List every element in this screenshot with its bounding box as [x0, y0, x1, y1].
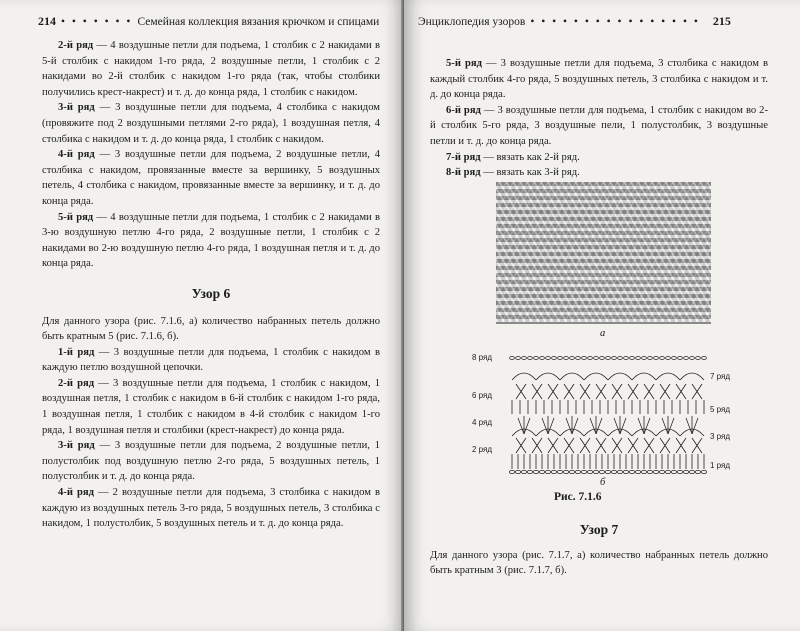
stitch-mark: [680, 373, 704, 380]
stitch-mark: [623, 470, 628, 473]
stitch-mark: [624, 357, 629, 360]
paragraph: 5-й ряд — 4 воздушные петли для подъема, 1 столбик с 2 накидами в 3-ю воздушную петлю 4-го ряда, 2 воздушные петли, 1 столбик с 2 накидами во 2-ю воздушную петлю 4-го ряда, 1 воздушная петля и т. д. до конца ряда.: [42, 211, 380, 270]
stitch-mark: [528, 357, 533, 360]
row-label: 5 ряд: [710, 405, 731, 414]
stitch-mark: [518, 418, 524, 434]
paragraph: 2-й ряд — 3 воздушные петли для подъема, 1 столбик с накидом, 1 воздушная петля, 1 столбик с накидом в 6-й столбик с накидом 1-го ряда, 1 воздушная петля, 1 столбик с накидом в 4-й столбик с накидом 1-го ряда, 1 воздушная петля и столбики (крест-накрест) до конца ряда.: [42, 377, 381, 436]
stitch-mark: [647, 470, 652, 473]
running-header-right: Энциклопедия узоров • • • • • • • • • • • • • • • • 215: [418, 14, 731, 28]
paragraph: 6-й ряд — 3 воздушные петли для подъема, 1 столбик с накидом во 2-й столбик 5-го ряда, 3 воздушные пели, 1 полустолбик, 3 воздушные петли и т. д. до конца ряда.: [430, 104, 768, 147]
stitch-mark: [642, 357, 647, 360]
stitch-mark: [546, 357, 551, 360]
stitch-mark: [677, 470, 682, 473]
paragraph: 8-й ряд — вязать как 3-й ряд.: [446, 167, 580, 179]
stitch-mark: [678, 357, 683, 360]
stitch-mark: [593, 470, 598, 473]
stitch-mark: [702, 357, 707, 360]
stitch-mark: [638, 418, 644, 434]
crochet-chart-svg: [472, 350, 742, 476]
section-title-pattern-6: Узор 6: [191, 285, 231, 301]
stitch-mark: [558, 357, 563, 360]
stitch-mark: [581, 470, 586, 473]
stitch-mark: [566, 418, 572, 434]
stitch-mark: [648, 357, 653, 360]
stitch-mark: [576, 357, 581, 360]
header-title-right: Энциклопедия узоров: [418, 16, 526, 28]
stitch-mark: [542, 418, 548, 434]
stitch-mark: [557, 470, 562, 473]
stitch-mark: [671, 470, 676, 473]
stitch-mark: [672, 357, 677, 360]
stitch-mark: [587, 470, 592, 473]
stitch-mark: [522, 357, 527, 360]
stitch-mark: [654, 357, 659, 360]
paragraph: 3-й ряд — 3 воздушные петли для подъема, 4 столбика с накидом (провяжите под 2 воздушными петлями 2-го ряда), 1 воздушная петля, 4 столбика с накидом и т. д. до конца ряда, 1 столбик с накидом.: [42, 102, 380, 145]
stitch-mark: [620, 418, 626, 434]
section-title-pattern-7: Узор 7: [579, 522, 619, 537]
left-body-text: [42, 38, 380, 532]
stitch-symbols: [509, 357, 706, 474]
stitch-mark: [614, 418, 620, 434]
row-label: 2 ряд: [472, 445, 493, 454]
stitch-mark: [539, 470, 544, 473]
stitch-mark: [534, 357, 539, 360]
stitch-mark: [515, 470, 520, 473]
stitch-mark: [560, 373, 584, 380]
row-label: 3 ряд: [710, 432, 731, 441]
stitch-mark: [641, 470, 646, 473]
stitch-mark: [512, 373, 536, 380]
stitch-mark: [666, 357, 671, 360]
stitch-mark: [659, 470, 664, 473]
stitch-mark: [552, 357, 557, 360]
stitch-mark: [618, 357, 623, 360]
stitch-mark: [524, 418, 530, 434]
stitch-mark: [548, 418, 554, 434]
stitch-mark: [590, 418, 596, 434]
knitted-sample-photo: [496, 182, 711, 324]
stitch-mark: [629, 470, 634, 473]
paragraph: 7-й ряд — вязать как 2-й ряд.: [446, 151, 580, 163]
stitch-mark: [660, 357, 665, 360]
stitch-mark: [596, 418, 602, 434]
stitch-mark: [572, 418, 578, 434]
stitch-mark: [636, 357, 641, 360]
stitch-mark: [551, 470, 556, 473]
page-number-left: 214: [38, 14, 56, 28]
stitch-mark: [545, 470, 550, 473]
stitch-mark: [617, 470, 622, 473]
stitch-mark: [686, 418, 692, 434]
stitch-mark: [533, 470, 538, 473]
stitch-mark: [644, 418, 650, 434]
pattern-intro: Для данного узора (рис. 7.1.7, а) количество набранных петель должно быть кратным 3 (рис. 7.1.7, б).: [430, 549, 768, 577]
row-label: 8 ряд: [472, 353, 493, 362]
row-label: 6 ряд: [472, 391, 493, 400]
running-header-left: 214 • • • • • • • Семейная коллекция вязания крючком и спицами: [38, 14, 380, 28]
paragraph: 5-й ряд — 3 воздушные петли для подъема, 3 столбика с накидом в каждый столбик 4-го ряда, 5 воздушных петель, 3 столбика с накидом и т. д. до конца ряда.: [430, 58, 768, 101]
stitch-mark: [588, 357, 593, 360]
stitch-mark: [668, 418, 674, 434]
stitch-mark: [689, 470, 694, 473]
diagram-label: б: [600, 477, 606, 488]
stitch-mark: [521, 470, 526, 473]
stitch-mark: [696, 357, 701, 360]
figure-caption: Рис. 7.1.6: [554, 491, 602, 503]
stitch-mark: [690, 357, 695, 360]
paragraph: 2-й ряд — 4 воздушные петли для подъема, 1 столбик с 2 накидами в 5-й столбик с накидом 1-го ряда, 2 воздушные петли, 1 столбик с 2 накидами во 2-й столбик с накидом 1-го ряда (так, чтобы столбики получились крест-накрест) и т. д. до конца ряда, 1 столбик с накидом.: [42, 40, 380, 98]
right-body-text-2: [430, 522, 768, 579]
stitch-mark: [564, 357, 569, 360]
header-title-left: Семейная коллекция вязания крючком и спицами: [137, 16, 380, 28]
stitch-mark: [570, 357, 575, 360]
stitch-mark: [594, 357, 599, 360]
stitch-mark: [692, 418, 698, 434]
stitch-mark: [662, 418, 668, 434]
stitch-mark: [630, 357, 635, 360]
stitch-mark: [510, 357, 515, 360]
stitch-mark: [599, 470, 604, 473]
row-label: 1 ряд: [710, 461, 731, 470]
page-number-right: 215: [712, 14, 731, 28]
crochet-diagram: [472, 350, 742, 481]
stitch-mark: [608, 373, 632, 380]
stitch-mark: [584, 373, 608, 380]
stitch-mark: [635, 470, 640, 473]
stitch-mark: [516, 357, 521, 360]
stitch-mark: [656, 373, 680, 380]
stitch-mark: [701, 470, 706, 473]
stitch-mark: [695, 470, 700, 473]
stitch-mark: [582, 357, 587, 360]
stitch-mark: [612, 357, 617, 360]
stitch-mark: [563, 470, 568, 473]
paragraph: 1-й ряд — 3 воздушные петли для подъема, 1 столбик с накидом в каждую петлю воздушной цепочки.: [42, 346, 380, 374]
stitch-mark: [575, 470, 580, 473]
pattern-intro: Для данного узора (рис. 7.1.6, а) количество набранных петель должно быть кратным 5 (рис. 7.1.6, б).: [42, 315, 380, 343]
stitch-mark: [527, 470, 532, 473]
stitch-mark: [665, 470, 670, 473]
stitch-mark: [683, 470, 688, 473]
right-page: [404, 0, 800, 631]
stitch-mark: [536, 373, 560, 380]
row-label: 7 ряд: [710, 372, 731, 381]
stitch-mark: [611, 470, 616, 473]
stitch-mark: [540, 357, 545, 360]
paragraph: 4-й ряд — 3 воздушные петли для подъема, 2 воздушные петли, 4 столбика с накидом, провязанные вместе за вершинку, 5 воздушных петель, 4 столбика с накидом, провязанные вместе за вершинку, и т. д. до конца ряда.: [42, 149, 380, 207]
stitch-mark: [606, 357, 611, 360]
paragraph: 4-й ряд — 2 воздушные петли для подъема, 3 столбика с накидом в каждую из воздушных петель 3-го ряда, 5 воздушных петель, 3 столбика с накидом, 1 полустолбик, 5 воздушных петель и т. д. до конца ряда.: [42, 487, 380, 530]
stitch-mark: [653, 470, 658, 473]
stitch-mark: [569, 470, 574, 473]
stitch-mark: [605, 470, 610, 473]
row-label: 4 ряд: [472, 418, 493, 427]
photo-label: а: [600, 328, 606, 339]
stitch-mark: [684, 357, 689, 360]
right-body-text: [430, 56, 768, 181]
paragraph: 3-й ряд — 3 воздушные петли для подъема, 2 воздушные петли, 1 полустолбик под воздушную петлю 2-го ряда, 5 воздушных петель, 1 полустолбик и т. д. до конца ряда.: [42, 440, 380, 483]
stitch-mark: [509, 470, 514, 473]
stitch-mark: [600, 357, 605, 360]
stitch-mark: [632, 373, 656, 380]
